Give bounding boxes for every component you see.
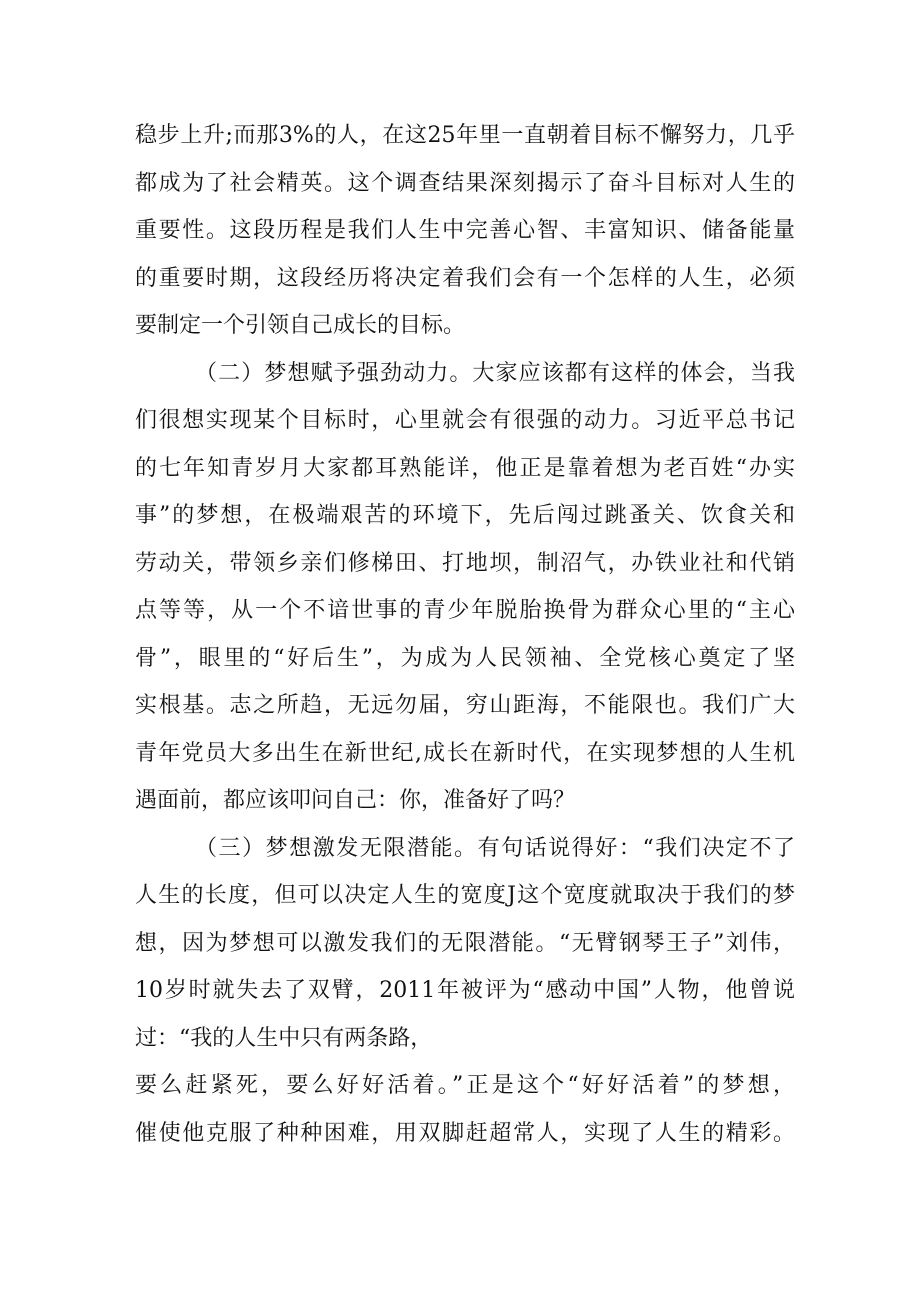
text-line: 青年党员大多出生在新世纪,成长在新时代，在实现梦想的人生机	[135, 740, 795, 766]
text-line: 劳动关，带领乡亲们修梯田、打地坝，制沼气，办铁业社和代销	[135, 550, 795, 576]
section-heading-line: （二）梦想赋予强劲动力。大家应该都有这样的体会，当我	[195, 360, 795, 386]
text-line: 的重要时期，这段经历将决定着我们会有一个怎样的人生，必须	[135, 265, 795, 291]
text-line: 稳步上升;而那3%的人，在这25年里一直朝着目标不懈努力，几乎	[135, 123, 795, 148]
section-heading-line: （三）梦想激发无限潜能。有句话说得好：“我们决定不了	[195, 835, 795, 861]
text-line: 骨”，眼里的“好后生”，为成为人民领袖、全党核心奠定了坚	[135, 645, 795, 671]
text-line: 过：“我的人生中只有两条路，	[135, 1025, 433, 1051]
text-line: 遇面前，都应该叩问自己：你，准备好了吗？	[135, 788, 576, 813]
text-line: 都成为了社会精英。这个调查结果深刻揭示了奋斗目标对人生的	[135, 170, 795, 196]
text-line: 点等等，从一个不谙世事的青少年脱胎换骨为群众心里的“主心	[135, 598, 795, 623]
text-line: 催使他克服了种种困难，用双脚赶超常人，实现了人生的精彩。	[135, 1120, 795, 1146]
text-line: 重要性。这段历程是我们人生中完善心智、丰富知识、储备能量	[135, 218, 795, 243]
text-line: 想，因为梦想可以激发我们的无限潜能。“无臂钢琴王子”刘伟，	[135, 930, 795, 956]
text-line: 人生的长度，但可以决定人生的宽度J这个宽度就取决于我们的梦	[135, 883, 795, 908]
text-line: 要么赶紧死，要么好好活着。”正是这个“好好活着”的梦想，	[135, 1073, 795, 1098]
text-line: 10岁时就失去了双臂，2011年被评为“感动中国”人物，他曾说	[135, 978, 795, 1003]
text-line: 的七年知青岁月大家都耳熟能详，他正是靠着想为老百姓“办实	[135, 455, 795, 481]
text-line: 们很想实现某个目标时，心里就会有很强的动力。习近平总书记	[135, 408, 795, 433]
text-line: 实根基。志之所趋，无远勿届，穷山距海，不能限也。我们广大	[135, 693, 795, 718]
text-line: 事”的梦想，在极端艰苦的环境下，先后闯过跳蚤关、饮食关和	[135, 503, 795, 528]
body-text	[135, 112, 795, 1157]
text-line: 要制定一个引领自己成长的目标。	[135, 313, 466, 338]
